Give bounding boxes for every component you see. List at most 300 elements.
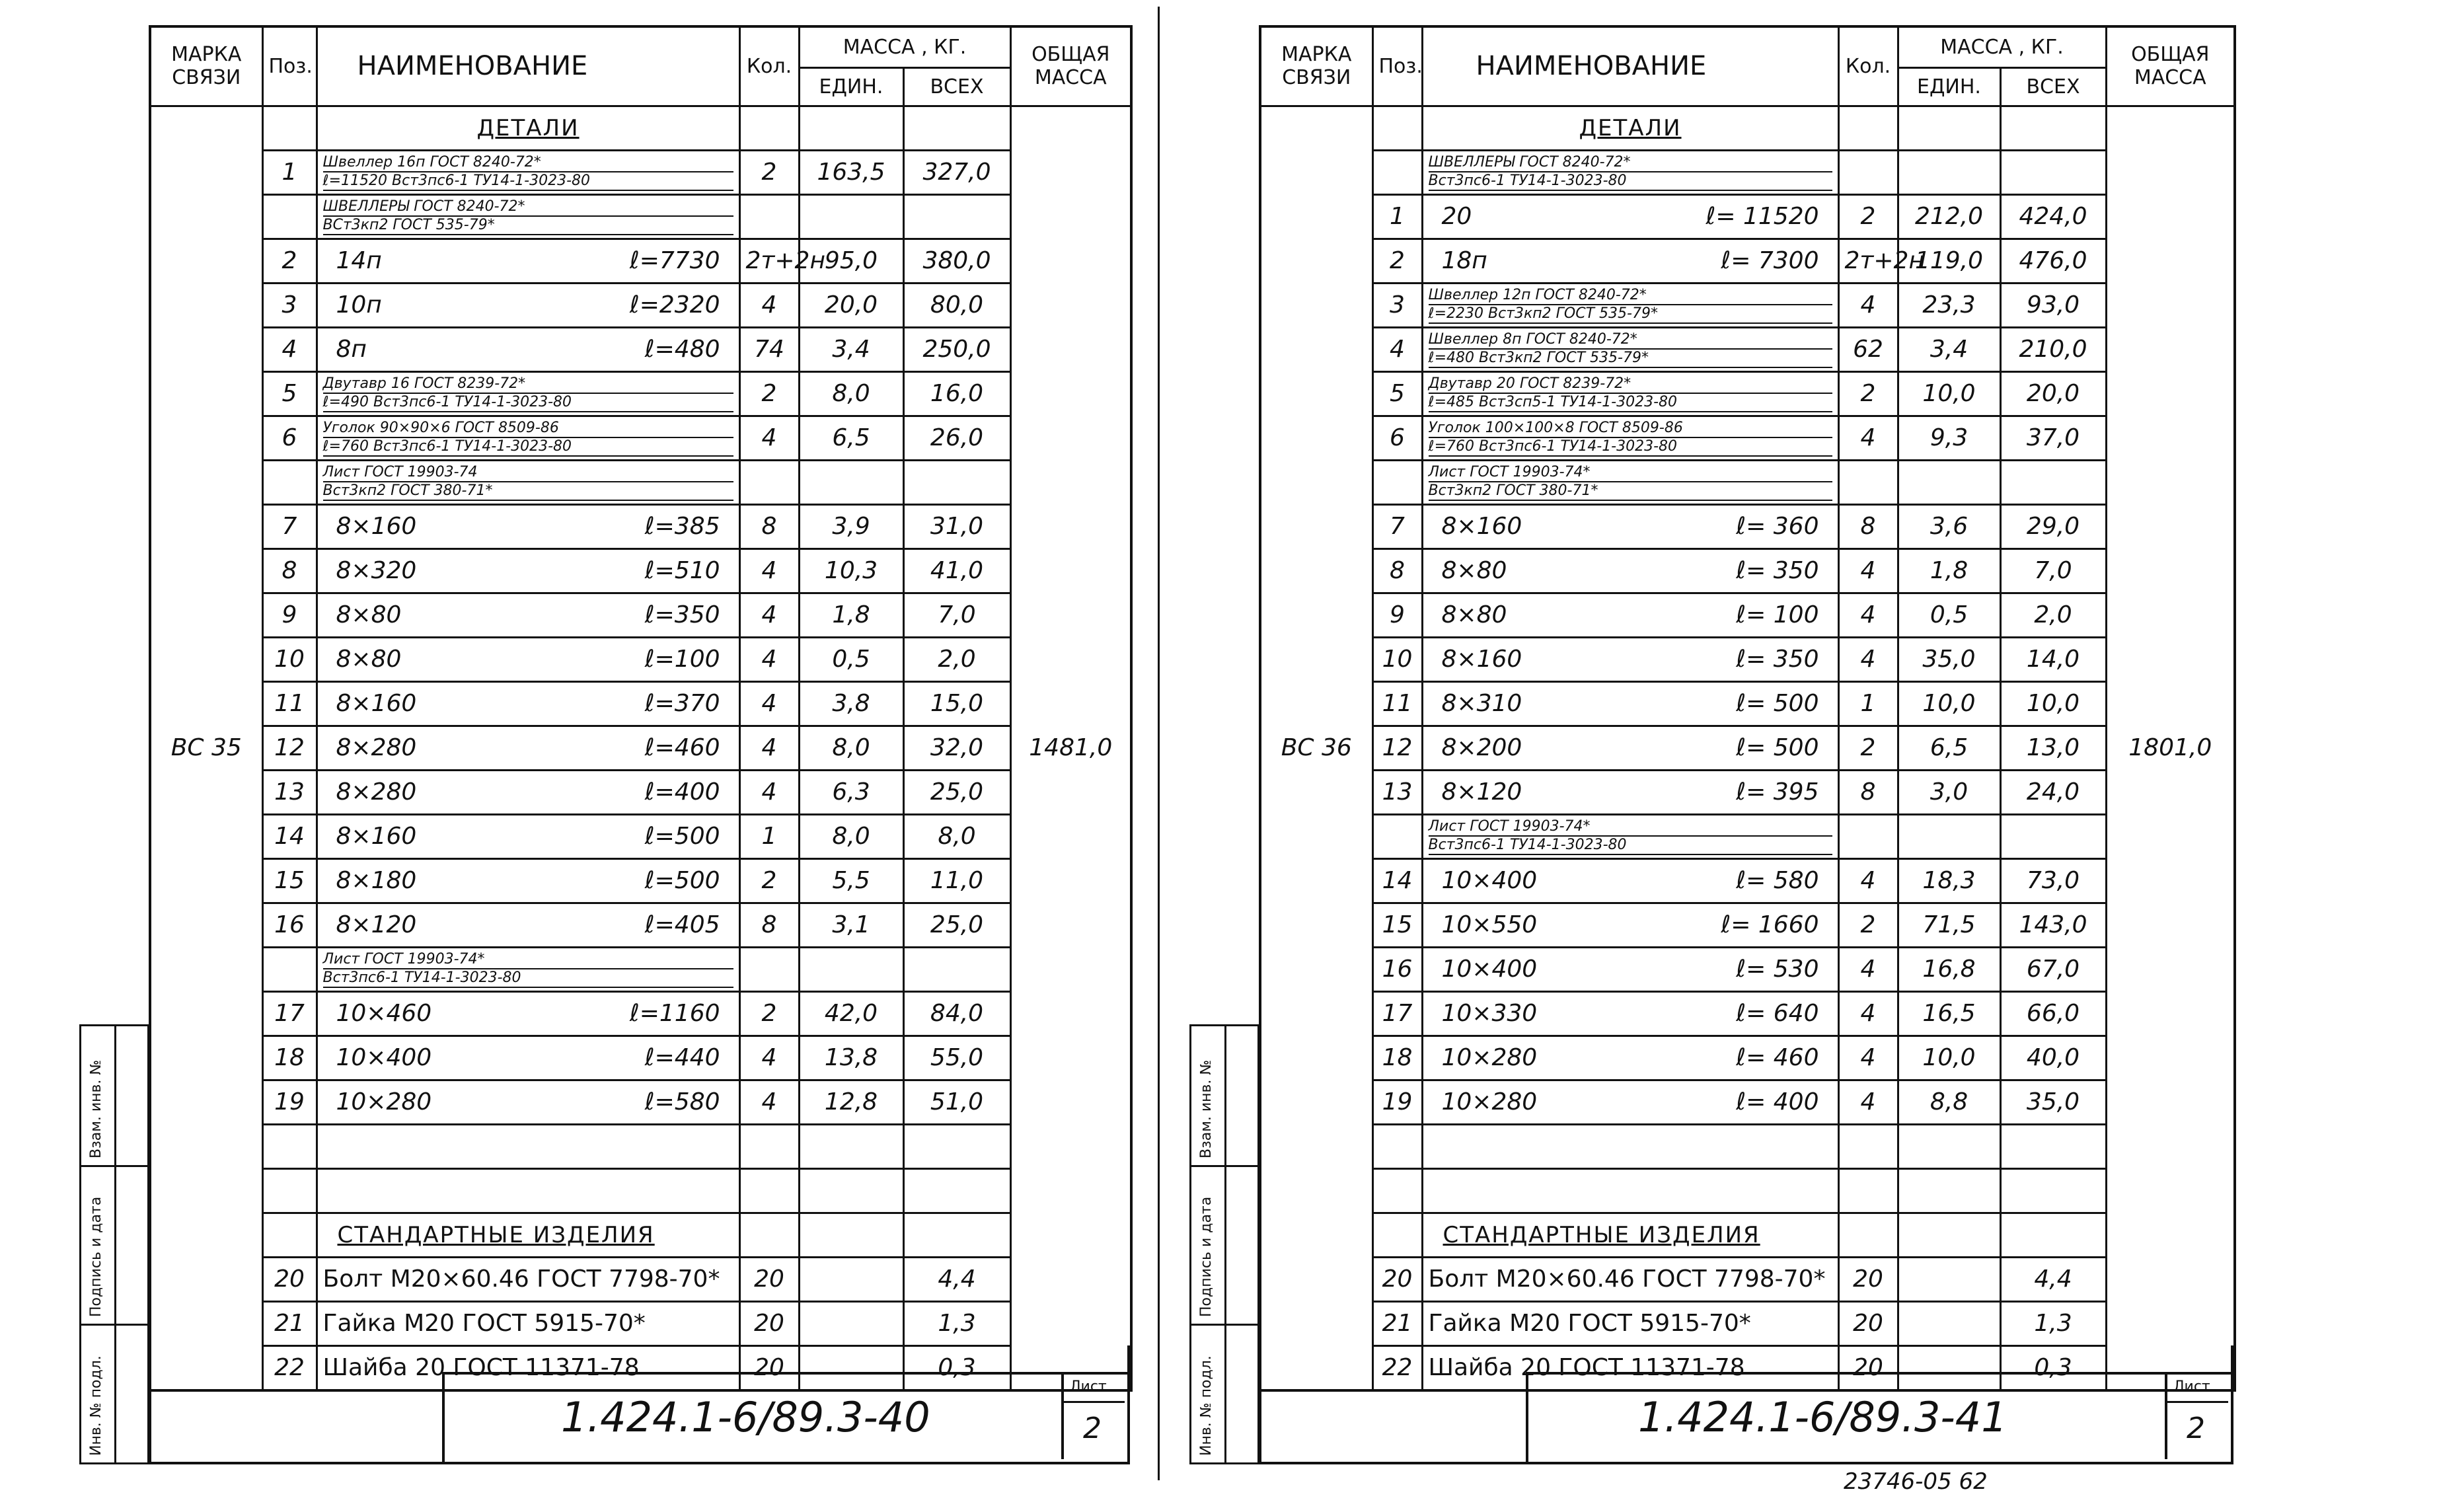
std-heading: СТАНДАРТНЫЕ ИЗДЕЛИЯ [1422,1213,1838,1257]
pos-cell: 19 [262,1080,317,1124]
all-mass-cell: 25,0 [903,770,1010,814]
right-side-label-b: Подпись и дата [1198,1196,1215,1317]
spec-row [150,371,1131,416]
std-name-cell: Гайка М20 ГОСТ 5915-70* [317,1301,739,1345]
profile-size: 10п [336,291,382,319]
spec-row [1260,681,2235,726]
length: ℓ=385 [644,513,720,540]
name-line-2: ВСт3кп2 ГОСТ 535-79* [323,217,733,235]
pos-cell: 10 [262,637,317,681]
all-mass-cell: 0,3 [2000,1345,2106,1390]
length: ℓ= 11520 [1706,203,1819,230]
length: ℓ=500 [644,823,720,850]
unit-mass-cell: 6,3 [799,770,903,814]
unit-mass-cell: 23,3 [1898,283,2000,327]
name-cell [1422,637,1838,681]
length: ℓ=480 [644,336,720,363]
qty-cell [739,1213,799,1257]
pos-cell: 5 [262,371,317,416]
qty-cell: 1 [1838,681,1898,726]
spec-row [150,593,1131,637]
right-side-label-a: Взам. инв. № [1198,1059,1215,1158]
unit-mass-cell: 10,3 [799,548,903,593]
all-mass-cell: 7,0 [2000,548,2106,593]
all-mass-cell: 250,0 [903,327,1010,371]
std-row [1260,1301,2235,1345]
spec-row [1260,283,2235,327]
empty-cell [903,1168,1010,1213]
qty-cell [1838,1213,1898,1257]
unit-mass-cell: 10,0 [1898,681,2000,726]
qty-cell: 4 [1838,991,1898,1036]
profile-size: 10×280 [336,1088,432,1115]
left-side-label-b: Подпись и дата [88,1196,104,1317]
unit-mass-cell [799,1301,903,1345]
name-line-2: Вст3пс6-1 ТУ14-1-3023-80 [323,969,733,988]
qty-cell [739,947,799,991]
name-cell [317,593,739,637]
std-name-cell: Гайка М20 ГОСТ 5915-70* [1422,1301,1838,1345]
profile-size: 8×180 [336,867,417,894]
all-mass-cell: 327,0 [903,150,1010,194]
right-sheet [1259,25,2233,1445]
spec-row [1260,991,2235,1036]
name-cell [1422,681,1838,726]
left-side-label-a: Взам. инв. № [88,1059,104,1158]
left-spec-body [150,106,1131,1390]
name-cell [317,991,739,1036]
unit-mass-cell: 5,5 [799,858,903,903]
spec-row [1260,1080,2235,1124]
profile-size: 8×80 [1441,557,1507,584]
unit-mass-cell: 16,5 [1898,991,2000,1036]
header-name: НАИМЕНОВАНИЕ [1422,26,1838,106]
pos-cell: 1 [1372,194,1422,239]
right-title-block [1259,1345,2233,1464]
std-row [150,1257,1131,1301]
all-mass-cell: 20,0 [2000,371,2106,416]
unit-mass-cell: 6,5 [1898,726,2000,770]
length: ℓ=580 [644,1088,720,1115]
name-line-1: Двутавр 16 ГОСТ 8239-72* [323,375,733,394]
all-mass-cell [2000,460,2106,504]
name-cell [1422,1036,1838,1080]
unit-mass-cell: 9,3 [1898,416,2000,460]
qty-cell: 8 [1838,504,1898,548]
spec-row [150,991,1131,1036]
pos-cell: 21 [1372,1301,1422,1345]
unit-mass-cell: 3,8 [799,681,903,726]
empty-cell [799,1124,903,1168]
unit-mass-cell: 8,0 [799,371,903,416]
pos-cell: 14 [262,814,317,858]
name-cell [317,371,739,416]
pos-cell: 7 [262,504,317,548]
name-line-2: Вст3пс6-1 ТУ14-1-3023-80 [1429,172,1832,191]
length: ℓ= 7300 [1721,247,1819,274]
pos-cell: 8 [1372,548,1422,593]
qty-cell [1838,814,1898,858]
all-mass-cell: 24,0 [2000,770,2106,814]
profile-size: 8×80 [336,646,402,673]
spec-row [150,1080,1131,1124]
qty-cell: 4 [739,681,799,726]
qty-cell: 4 [739,637,799,681]
unit-mass-cell: 12,8 [799,1080,903,1124]
header-total: ОБЩАЯ МАССА [1010,26,1131,106]
left-list-number: 2 [1083,1412,1102,1445]
qty-cell: 2т+2н [739,239,799,283]
qty-cell: 2 [1838,371,1898,416]
profile-size: 8×280 [336,778,417,806]
right-list-number: 2 [2187,1412,2205,1445]
name-line-2: ℓ=760 Вст3пс6-1 ТУ14-1-3023-80 [323,438,733,457]
pos-cell: 6 [262,416,317,460]
qty-cell: 20 [739,1301,799,1345]
unit-mass-cell [1898,814,2000,858]
pos-cell: 13 [1372,770,1422,814]
pos-cell: 20 [1372,1257,1422,1301]
empty-row [150,1124,1131,1168]
name-cell [1422,858,1838,903]
header-unit: ЕДИН. [1898,67,2000,106]
unit-mass-cell: 71,5 [1898,903,2000,947]
all-mass-cell: 4,4 [903,1257,1010,1301]
profile-size: 8×160 [1441,513,1522,540]
archive-number: 23746-05 62 [1844,1468,1988,1495]
name-cell [1422,903,1838,947]
unit-mass-cell: 10,0 [1898,1036,2000,1080]
unit-mass-cell: 16,8 [1898,947,2000,991]
name-cell [317,194,739,239]
name-line-1: Двутавр 20 ГОСТ 8239-72* [1429,375,1832,394]
unit-mass-cell: 95,0 [799,239,903,283]
name-cell [1422,726,1838,770]
qty-cell: 2 [1838,903,1898,947]
right-side-stamp [1189,1024,1259,1464]
unit-mass-cell: 10,0 [1898,371,2000,416]
qty-cell: 2 [739,991,799,1036]
empty-cell [739,1168,799,1213]
pos-cell: 22 [1372,1345,1422,1390]
pos-cell: 11 [262,681,317,726]
qty-cell: 20 [1838,1301,1898,1345]
details-heading: ДЕТАЛИ [1422,106,1838,150]
all-mass-cell: 41,0 [903,548,1010,593]
qty-cell: 4 [1838,593,1898,637]
all-mass-cell: 210,0 [2000,327,2106,371]
unit-mass-cell [799,460,903,504]
all-mass-cell: 16,0 [903,371,1010,416]
pos-cell: 7 [1372,504,1422,548]
unit-mass-cell: 119,0 [1898,239,2000,283]
name-cell [1422,504,1838,548]
empty-cell [1372,1168,1422,1213]
name-line-1: Уголок 100×100×8 ГОСТ 8509-86 [1429,420,1832,438]
pos-cell: 8 [262,548,317,593]
name-line-1: Лист ГОСТ 19903-74* [1429,464,1832,482]
qty-cell [739,194,799,239]
length: ℓ= 350 [1736,646,1819,673]
all-mass-cell: 4,4 [2000,1257,2106,1301]
qty-cell: 20 [739,1257,799,1301]
length: ℓ= 1660 [1721,911,1819,938]
length: ℓ= 500 [1736,690,1819,717]
spec-row [150,150,1131,194]
length: ℓ= 100 [1736,601,1819,628]
unit-mass-cell: 8,0 [799,814,903,858]
name-line-2: Вст3кп2 ГОСТ 380-71* [1429,482,1832,501]
pos-cell: 11 [1372,681,1422,726]
spec-row [150,283,1131,327]
spec-row [1260,460,2235,504]
name-cell [1422,593,1838,637]
name-cell [317,858,739,903]
profile-size: 10×330 [1441,1000,1538,1027]
spec-row [1260,239,2235,283]
all-mass-cell: 40,0 [2000,1036,2106,1080]
all-mass-cell: 29,0 [2000,504,2106,548]
length: ℓ=400 [644,778,720,806]
qty-cell [739,460,799,504]
pos-cell: 16 [262,903,317,947]
pos-cell: 12 [262,726,317,770]
pos-cell: 2 [1372,239,1422,283]
qty-cell: 1 [739,814,799,858]
header-total: ОБЩАЯ МАССА [2106,26,2235,106]
pos-cell: 9 [1372,593,1422,637]
qty-cell: 4 [1838,416,1898,460]
pos-cell [1372,150,1422,194]
details-heading-row [1260,106,2235,150]
length: ℓ=1160 [629,1000,720,1027]
length: ℓ=460 [644,734,720,761]
pos-cell: 4 [262,327,317,371]
name-cell [1422,194,1838,239]
name-cell [317,681,739,726]
all-cell [903,1213,1010,1257]
name-line-2: ℓ=11520 Вст3пс6-1 ТУ14-1-3023-80 [323,172,733,191]
empty-cell [1898,1168,2000,1213]
length: ℓ= 350 [1736,557,1819,584]
spec-row [150,770,1131,814]
qty-cell: 4 [1838,947,1898,991]
spec-row [1260,637,2235,681]
qty-cell [1838,150,1898,194]
left-sheet [149,25,1130,1445]
all-mass-cell [903,194,1010,239]
empty-cell [317,1168,739,1213]
unit-mass-cell: 0,5 [1898,593,2000,637]
name-cell [317,416,739,460]
unit-mass-cell: 35,0 [1898,637,2000,681]
empty-cell [739,1124,799,1168]
qty-cell: 2 [739,858,799,903]
spec-row [150,416,1131,460]
unit-mass-cell: 212,0 [1898,194,2000,239]
length: ℓ= 530 [1736,956,1819,983]
unit-mass-cell: 1,8 [799,593,903,637]
qty-cell: 4 [1838,1036,1898,1080]
std-name-cell: Шайба 20 ГОСТ 11371-78 [1422,1345,1838,1390]
name-line-2: ℓ=480 Вст3кп2 ГОСТ 535-79* [1429,350,1832,368]
header-qty: Кол. [1838,26,1898,106]
all-mass-cell: 37,0 [2000,416,2106,460]
spec-row [1260,858,2235,903]
left-list-label: Лист [1070,1379,1107,1395]
qty-cell: 4 [1838,1080,1898,1124]
pos-cell: 10 [1372,637,1422,681]
header-mass: МАССА , КГ. [1898,26,2106,67]
spec-row [150,548,1131,593]
name-cell [1422,1080,1838,1124]
right-drawing-code: 1.424.1-6/89.3-41 [1638,1393,2007,1441]
all-mass-cell: 380,0 [903,239,1010,283]
empty-row [150,1168,1131,1213]
pos-cell [1372,106,1422,150]
header-pos: Поз. [1372,26,1422,106]
all-mass-cell: 25,0 [903,903,1010,947]
length: ℓ= 400 [1736,1088,1819,1115]
profile-size: 8×160 [1441,646,1522,673]
pos-cell: 3 [262,283,317,327]
all-mass-cell [2000,814,2106,858]
pos-cell: 21 [262,1301,317,1345]
length: ℓ=370 [644,690,720,717]
spec-row [150,194,1131,239]
name-cell [1422,327,1838,371]
name-cell [317,460,739,504]
name-line-2: Вст3пс6-1 ТУ14-1-3023-80 [1429,837,1832,855]
all-mass-cell: 93,0 [2000,283,2106,327]
mark-cell: ВС 36 [1260,106,1372,1390]
qty-cell: 4 [739,283,799,327]
pos-cell: 12 [1372,726,1422,770]
name-line-1: Швеллер 16п ГОСТ 8240-72* [323,154,733,172]
spec-row [150,239,1131,283]
qty-cell: 20 [1838,1257,1898,1301]
name-line-2: ℓ=485 Вст3сп5-1 ТУ14-1-3023-80 [1429,394,1832,412]
unit-cell [1898,106,2000,150]
name-line-2: ℓ=2230 Вст3кп2 ГОСТ 535-79* [1429,305,1832,324]
all-mass-cell: 2,0 [903,637,1010,681]
all-mass-cell: 1,3 [903,1301,1010,1345]
profile-size: 18п [1441,247,1487,274]
spec-row [1260,814,2235,858]
spec-row [150,814,1131,858]
pos-cell: 6 [1372,416,1422,460]
all-mass-cell: 14,0 [2000,637,2106,681]
pos-cell [1372,1213,1422,1257]
profile-size: 8×200 [1441,734,1522,761]
empty-cell [1838,1124,1898,1168]
empty-cell [903,1124,1010,1168]
name-line-1: Швеллер 12п ГОСТ 8240-72* [1429,287,1832,305]
pos-cell [1372,814,1422,858]
empty-cell [2000,1168,2106,1213]
pos-cell: 1 [262,150,317,194]
unit-cell [799,106,903,150]
unit-mass-cell: 8,8 [1898,1080,2000,1124]
length: ℓ=510 [644,557,720,584]
all-mass-cell: 66,0 [2000,991,2106,1036]
profile-size: 10×400 [1441,867,1538,894]
qty-cell: 4 [739,416,799,460]
unit-mass-cell: 18,3 [1898,858,2000,903]
unit-mass-cell: 0,5 [799,637,903,681]
name-line-1: Лист ГОСТ 19903-74* [323,951,733,969]
qty-cell: 2 [739,150,799,194]
left-drawing-code: 1.424.1-6/89.3-40 [561,1393,930,1441]
length: ℓ=100 [644,646,720,673]
pos-cell: 15 [1372,903,1422,947]
spec-row [1260,947,2235,991]
pos-cell [262,1213,317,1257]
all-mass-cell: 1,3 [2000,1301,2106,1345]
spec-row [1260,327,2235,371]
spec-row [1260,194,2235,239]
length: ℓ=500 [644,867,720,894]
pos-cell: 14 [1372,858,1422,903]
total-mass: 1481,0 [1010,106,1131,1390]
profile-size: 10×550 [1441,911,1538,938]
empty-cell [1838,1168,1898,1213]
empty-row [1260,1168,2235,1213]
name-cell [1422,239,1838,283]
unit-mass-cell: 3,0 [1898,770,2000,814]
name-cell [1422,947,1838,991]
unit-mass-cell: 3,1 [799,903,903,947]
spec-row [150,460,1131,504]
name-cell [317,327,739,371]
profile-size: 8×120 [336,911,417,938]
name-cell [317,239,739,283]
header-unit: ЕДИН. [799,67,903,106]
left-spec-table [149,25,1133,1392]
std-name-cell: Болт М20×60.46 ГОСТ 7798-70* [317,1257,739,1301]
name-cell [1422,460,1838,504]
unit-mass-cell [1898,460,2000,504]
header-all: ВСЕХ [903,67,1010,106]
all-cell [903,106,1010,150]
all-mass-cell: 84,0 [903,991,1010,1036]
qty-cell: 20 [739,1345,799,1390]
qty-cell [739,106,799,150]
qty-cell [1838,460,1898,504]
profile-size: 8×160 [336,513,417,540]
profile-size: 8×280 [336,734,417,761]
spec-row [150,637,1131,681]
unit-mass-cell [1898,1257,2000,1301]
name-line-1: Лист ГОСТ 19903-74 [323,464,733,482]
qty-cell: 4 [1838,637,1898,681]
name-line-2: Вст3кп2 ГОСТ 380-71* [323,482,733,501]
spec-row [150,726,1131,770]
pos-cell: 15 [262,858,317,903]
profile-size: 20 [1441,203,1472,230]
name-line-1: Лист ГОСТ 19903-74* [1429,818,1832,837]
pos-cell: 17 [1372,991,1422,1036]
all-cell [2000,106,2106,150]
empty-row [1260,1124,2235,1168]
right-spec-table [1259,25,2236,1392]
profile-size: 10×280 [1441,1088,1538,1115]
pos-cell: 18 [1372,1036,1422,1080]
all-mass-cell: 7,0 [903,593,1010,637]
pos-cell [262,947,317,991]
empty-cell [1898,1124,2000,1168]
name-cell [1422,814,1838,858]
